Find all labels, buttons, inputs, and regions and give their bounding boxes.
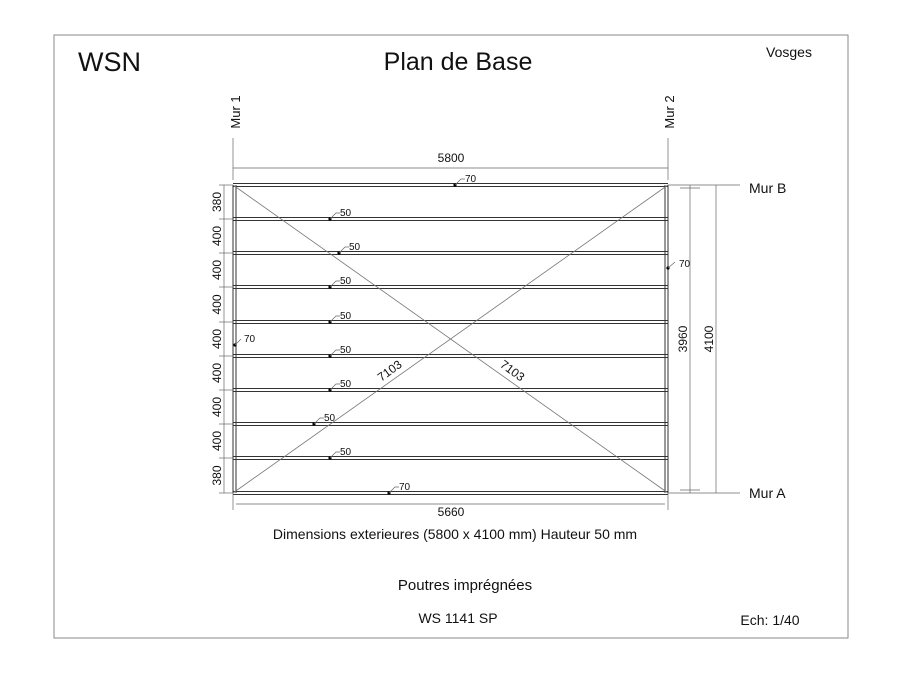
sheet-border: [54, 35, 848, 638]
dimensions-caption: Dimensions exterieures (5800 x 4100 mm) Hauteur 50 mm: [272, 526, 638, 542]
right-side-label: 70: [679, 259, 691, 270]
beam-leader: [339, 247, 349, 253]
wall-label-mur2: Mur 2: [662, 95, 677, 129]
material-caption: Poutres imprégnées: [397, 577, 533, 594]
beam-leader: [330, 316, 340, 322]
beam-label: 50: [340, 208, 352, 219]
beam-label: 50: [340, 447, 352, 458]
region-label: Vosges: [766, 44, 812, 60]
spacing-label: 400: [210, 396, 224, 418]
right-side-leader: [668, 262, 675, 268]
beam-leader: [330, 452, 340, 458]
beam-leader: [389, 487, 399, 493]
diagonal-label-left: 7103: [374, 357, 405, 385]
spacing-label: 400: [210, 328, 224, 350]
reference-caption: WS 1141 SP: [418, 610, 498, 626]
spacing-label: 400: [210, 259, 224, 281]
wall-label-mur1: Mur 1: [228, 95, 243, 129]
page-title: Plan de Base: [383, 48, 533, 76]
beam-leader: [455, 179, 465, 185]
beam-label: 70: [465, 174, 477, 185]
diagonal-label-right: 7103: [497, 357, 528, 385]
beam-label: 50: [324, 413, 336, 424]
spacing-label: 380: [210, 191, 224, 213]
wall-label-mura: Mur A: [749, 485, 786, 501]
spacing-label: 400: [210, 294, 224, 315]
beam-label: 50: [340, 345, 352, 356]
top-width-label: 5800: [437, 151, 465, 165]
beam-label: 50: [340, 379, 352, 390]
scale-caption: Ech: 1/40: [740, 612, 800, 628]
spacing-label: 380: [210, 465, 224, 486]
beam-leader: [330, 384, 340, 390]
spacing-label: 400: [210, 225, 224, 247]
spacing-labels: [210, 192, 224, 486]
beam-leader: [330, 213, 340, 219]
spacing-label: 400: [210, 430, 224, 452]
beam-leader: [314, 418, 324, 424]
wall-label-murb: Mur B: [749, 180, 787, 196]
left-side-label: 70: [244, 334, 256, 345]
logo-text: WSN: [78, 47, 141, 77]
beam-label: 50: [340, 276, 352, 287]
beam-label: 70: [399, 482, 411, 493]
right-outer-label: 4100: [702, 325, 716, 353]
beam-label: 50: [349, 242, 361, 253]
beam-leader: [330, 281, 340, 287]
beam-leader: [330, 350, 340, 356]
right-inner-label: 3960: [676, 325, 690, 353]
spacing-label: 400: [210, 362, 224, 384]
beam-label: 50: [340, 311, 352, 322]
bottom-width-label: 5660: [437, 505, 465, 519]
